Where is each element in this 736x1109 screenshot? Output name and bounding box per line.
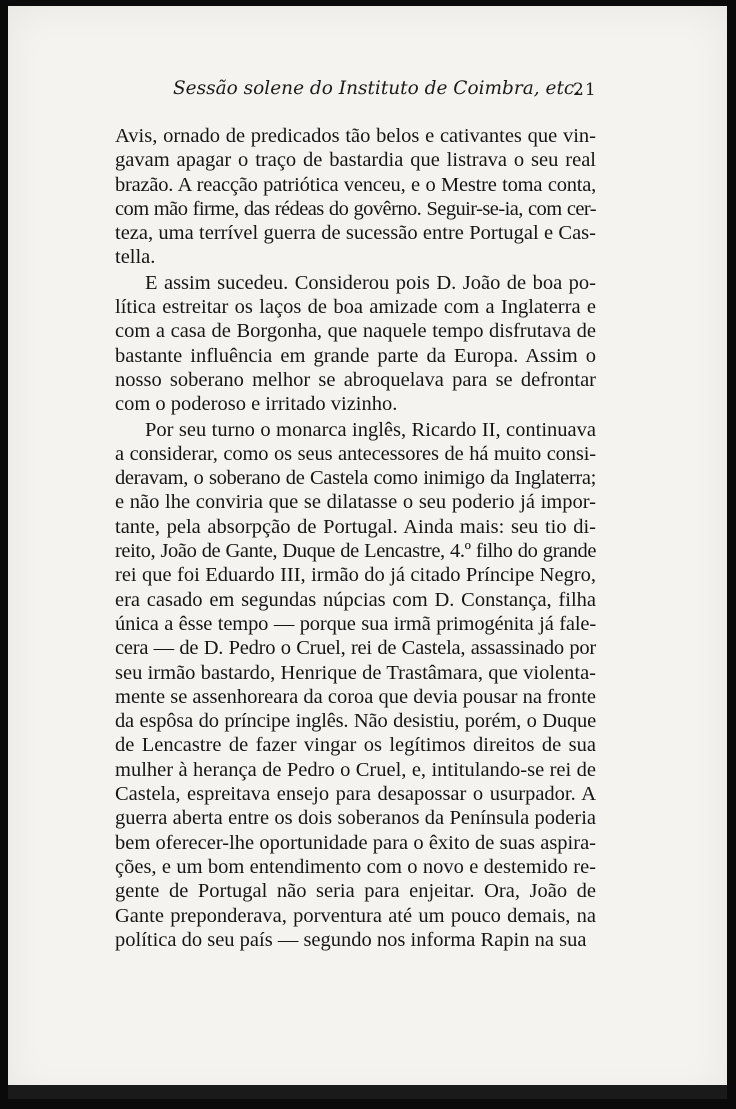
text-line: gavam apagar o traço de bastardia que listrava o seu real bbox=[115, 149, 596, 172]
text-line: e não lhe conviria que se dilatasse o seu poderio já impor- bbox=[115, 491, 596, 514]
running-title: Sessão solene do Instituto de Coimbra, etc. bbox=[173, 78, 581, 99]
text-line: Avis, ornado de predicados tão belos e cativantes que vin- bbox=[115, 125, 596, 147]
paragraph bbox=[115, 271, 596, 417]
text-line: a considerar, como os seus antecessores de há muito consi- bbox=[115, 442, 596, 465]
text-line: Gante preponderava, porventura até um pouco demais, na bbox=[115, 904, 596, 927]
text-line: deravam, o soberano de Castela como inimigo da Inglaterra; bbox=[115, 467, 596, 490]
text-line: guerra aberta entre os dois soberanos da Península poderia bbox=[115, 807, 596, 830]
body-text bbox=[115, 124, 596, 952]
text-line: bem oferecer-lhe oportunidade para o êxito de suas aspira- bbox=[115, 831, 596, 854]
text-line: com mão firme, das rédeas do govêrno. Seguir-se-ia, com cer- bbox=[115, 197, 596, 220]
text-line: Por seu turno o monarca inglês, Ricardo II, continuava bbox=[145, 418, 596, 441]
text-line: seu irmão bastardo, Henrique de Trastâmara, que violenta- bbox=[115, 661, 596, 684]
text-line: tella. bbox=[115, 246, 156, 269]
text-line: cera — de D. Pedro o Cruel, rei de Castela, assassinado por bbox=[115, 637, 596, 660]
text-line: tante, pela absorpção de Portugal. Ainda mais: seu tio di- bbox=[115, 515, 596, 538]
text-line: rei que foi Eduardo III, irmão do já citado Príncipe Negro, bbox=[115, 564, 596, 587]
text-line: bastante influência em grande parte da Europa. Assim o bbox=[115, 344, 596, 367]
text-line: lítica estreitar os laços de boa amizade com a Inglaterra e bbox=[115, 296, 596, 319]
text-line: única a êsse tempo — porque sua irmã primogénita já fale- bbox=[115, 612, 596, 635]
text-line: com o poderoso e irritado vizinho. bbox=[115, 393, 398, 416]
book-page bbox=[8, 6, 727, 1099]
text-line: teza, uma terrível guerra de sucessão entre Portugal e Cas- bbox=[115, 222, 596, 245]
text-line: política do seu país — segundo nos informa Rapin na sua bbox=[115, 928, 587, 951]
paragraph bbox=[115, 124, 596, 270]
text-line: E assim sucedeu. Considerou pois D. João de boa po- bbox=[145, 271, 596, 294]
text-line: com a casa de Borgonha, que naquele tempo disfrutava de bbox=[115, 320, 596, 343]
text-line: de Lencastre de fazer vingar os legítimos direitos de sua bbox=[115, 734, 596, 757]
text-line: nosso soberano melhor se abroquelava para se defrontar bbox=[115, 368, 596, 391]
paragraph bbox=[115, 418, 596, 953]
text-line: brazão. A reacção patriótica venceu, e o Mestre toma conta, bbox=[115, 173, 596, 196]
page-number: 21 bbox=[573, 80, 597, 100]
text-line: mente se assenhoreara da coroa que devia pousar na fronte bbox=[115, 685, 596, 708]
text-line: da espôsa do príncipe inglês. Não desistiu, porém, o Duque bbox=[115, 710, 596, 733]
text-line: mulher à herança de Pedro o Cruel, e, intitulando-se rei de bbox=[115, 758, 596, 781]
text-line: reito, João de Gante, Duque de Lencastre, 4.º filho do grande bbox=[115, 540, 596, 563]
text-line: Castela, espreitava ensejo para desapossar o usurpador. A bbox=[115, 783, 596, 806]
text-line: era casado em segundas núpcias com D. Constança, filha bbox=[115, 588, 596, 611]
text-line: gente de Portugal não seria para enjeitar. Ora, João de bbox=[115, 880, 596, 903]
text-line: ções, e um bom entendimento com o novo e destemido re- bbox=[115, 855, 596, 878]
